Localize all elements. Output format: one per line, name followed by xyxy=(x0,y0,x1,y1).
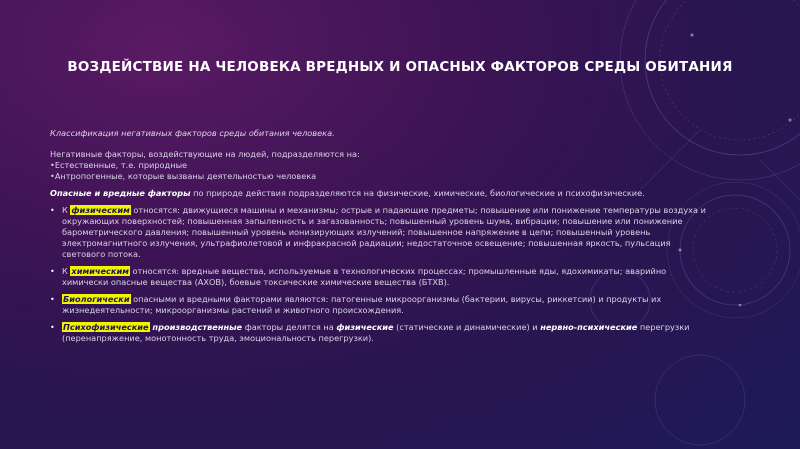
highlight-biological: Биологически xyxy=(63,294,130,304)
bold-production: производственные xyxy=(149,322,243,332)
bullet-prefix: К xyxy=(62,266,71,276)
list-item-physical xyxy=(50,205,715,260)
bullet-text: относятся: вредные вещества, используемые в технологических процессах; промышленные яды, ядохимикаты; аварийно химически опасные вещества (АХОВ), боевые токсические химические вещества (БТХВ). xyxy=(62,266,667,287)
intro-line: Негативные факторы, воздействующие на людей, подразделяются на: xyxy=(50,149,360,159)
bold-physical: физические xyxy=(336,322,394,332)
bullet-icon: • xyxy=(50,206,55,215)
bullet-prefix: К xyxy=(62,205,71,215)
bullet-icon: • xyxy=(50,267,55,276)
page-title: ВОЗДЕЙСТВИЕ НА ЧЕЛОВЕКА ВРЕДНЫХ И ОПАСНЫХ ФАКТОРОВ СРЕДЫ ОБИТАНИЯ xyxy=(67,59,733,75)
bullet-text: факторы делятся на xyxy=(242,322,337,332)
section-subtitle: Классификация негативных факторов среды обитания человека. xyxy=(50,128,335,138)
division-lead: Опасные и вредные факторы xyxy=(50,188,191,198)
bullet-text: опасными и вредными факторами являются: патогенные микроорганизмы (бактерии, вирусы, риккетсии) и продукты их жизнедеятельности; микроорганизмы растений и животного происхождения. xyxy=(62,294,662,315)
division-paragraph xyxy=(50,188,715,199)
bullet-icon: • xyxy=(50,323,55,332)
intro-item-natural: •Естественные, т.е. природные xyxy=(50,160,188,170)
bullet-text-2: (статические и динамические) и xyxy=(393,322,541,332)
content-body xyxy=(50,128,715,350)
bold-neuro-psychic: нервно-психические xyxy=(540,322,638,332)
highlight-physical: физическим xyxy=(71,205,130,215)
division-text: по природе действия подразделяются на физические, химические, биологические и психофизические. xyxy=(190,188,645,198)
intro-item-anthropogenic: •Антропогенные, которые вызваны деятельностью человека xyxy=(50,171,317,181)
list-item-chemical xyxy=(50,266,715,288)
bullet-text: относятся: движущиеся машины и механизмы; острые и падающие предметы; повышение или понижение температуры воздуха и окружающих поверхностей; повышенная запыленность и загазованность; повышенный уровень шума, вибрации; повышение или понижение барометрического давления; повышенный уровень ионизирующих излучений; повышенное напряжение в цепи; повышенный уровень электромагнитного излучения, ультрафиолетовой и инфракрасной радиации; недостаточное освещение; повышенная яркость, пульсация светового потока. xyxy=(62,205,706,259)
highlight-chemical: химическим xyxy=(71,266,129,276)
list-item-psychophysical xyxy=(50,322,715,344)
factor-list xyxy=(50,205,715,344)
list-item-biological xyxy=(50,294,715,316)
bullet-text-3: перегрузки (перенапряжение, монотонность труда, эмоциональность перегрузки). xyxy=(62,322,690,343)
highlight-psychophysical: Психофизические xyxy=(63,322,149,332)
bullet-icon: • xyxy=(50,295,55,304)
